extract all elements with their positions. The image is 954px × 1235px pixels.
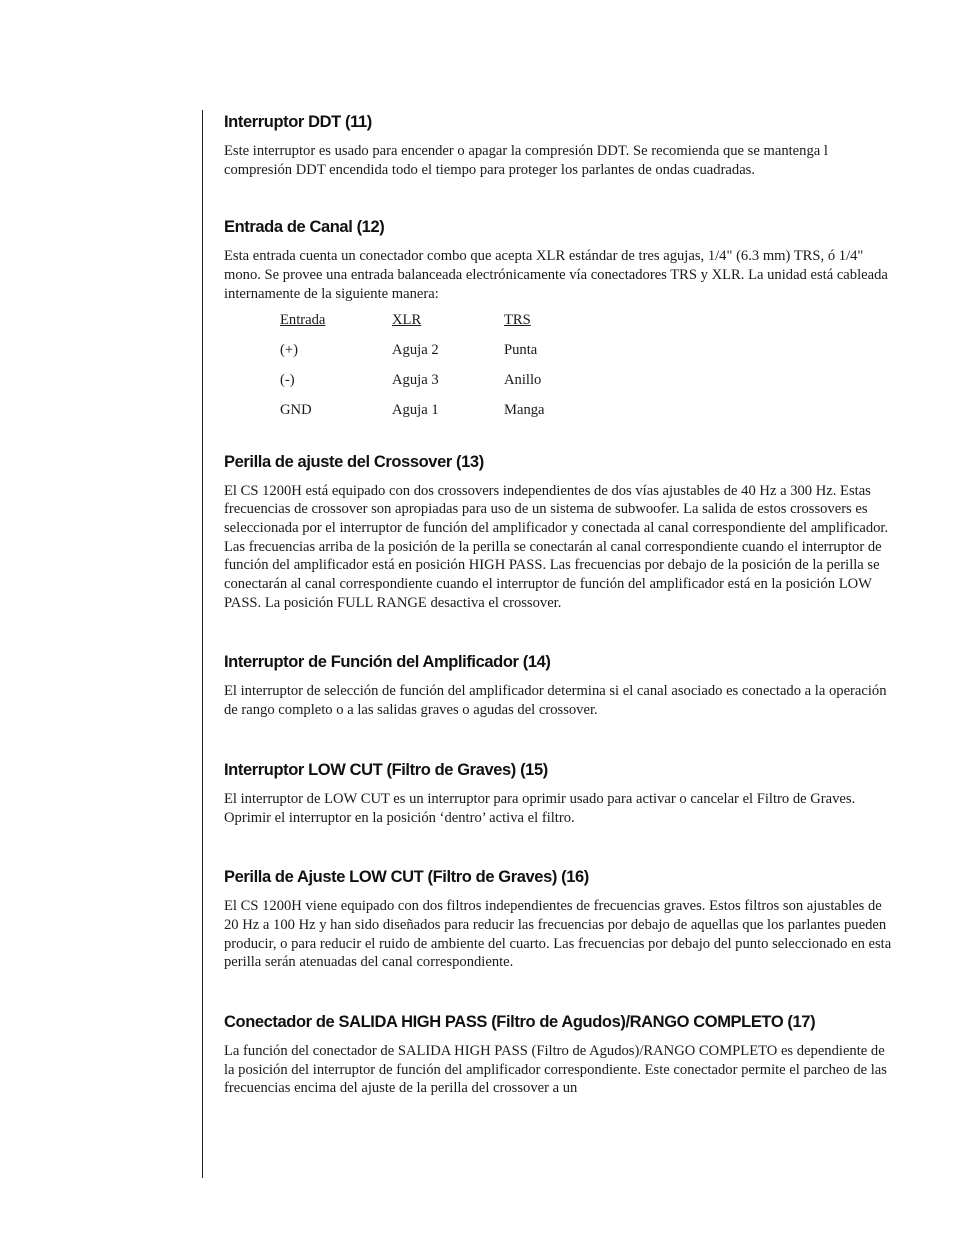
table-cell: Anillo — [504, 371, 542, 388]
table-cell: Aguja 3 — [392, 371, 439, 388]
section-channel-input — [224, 217, 892, 431]
section-low-cut-knob — [224, 867, 892, 972]
table-row — [280, 402, 624, 432]
section-low-cut-switch — [224, 760, 892, 827]
table-header-row — [280, 312, 624, 342]
table-cell: Aguja 1 — [392, 401, 439, 418]
table-cell: Manga — [504, 401, 545, 418]
section-paragraph: El CS 1200H viene equipado con dos filtros independientes de frecuencias graves. Estos filtros son ajustables de 20 Hz a 100 Hz y han sido diseñados para reducir las frecuencias por debajo de aquellas que los parlantes pueden producir, o para reducir el ruido de ambiente del cuarto. Las frecuencias por debajo del punto seleccionado en esta perilla serán atenuadas del canal correspondiente. — [224, 898, 892, 971]
section-amp-function-switch — [224, 652, 892, 719]
table-cell: GND — [280, 401, 312, 418]
page-content — [224, 112, 892, 1098]
table-header: Entrada — [280, 311, 326, 328]
section-heading: Interruptor LOW CUT (Filtro de Graves) (15) — [224, 760, 548, 779]
section-heading: Perilla de ajuste del Crossover (13) — [224, 452, 484, 471]
section-heading: Interruptor DDT (11) — [224, 113, 372, 131]
table-cell: (+) — [280, 341, 298, 358]
table-header: XLR — [392, 311, 422, 328]
section-paragraph: El interruptor de selección de función del amplificador determina si el canal asociado es conectado a la operación de rango completo o a las salidas graves o agudas del crossover. — [224, 683, 887, 719]
table-cell: Aguja 2 — [392, 341, 439, 358]
table-row — [280, 342, 624, 372]
section-paragraph: La función del conectador de SALIDA HIGH PASS (Filtro de Agudos)/RANGO COMPLETO es dependiente de la posición del interruptor de función del amplificador correspondiente. Este conectador permite el parcheo de las frecuencias encima del ajuste de la perilla del crossover a un — [224, 1043, 887, 1097]
section-paragraph: Este interruptor es usado para encender o apagar la compresión DDT. Se recomienda que se mantenga l compresión DDT encendida todo el tiempo para proteger los parlantes de ondas cuadradas. — [224, 143, 828, 178]
section-paragraph: Esta entrada cuenta un conectador combo que acepta XLR estándar de tres agujas, 1/4" (6.3 mm) TRS, ó 1/4" mono. Se provee una entrada balanceada electrónicamente vía conectadores TRS y XLR. La unidad está cableada internamente de la siguiente manera: — [224, 248, 888, 302]
margin-rule — [202, 110, 203, 1178]
section-heading: Conectador de SALIDA HIGH PASS (Filtro de Agudos)/RANGO COMPLETO (17) — [224, 1013, 816, 1032]
table-header: TRS — [504, 311, 531, 328]
section-heading: Interruptor de Función del Amplificador (14) — [224, 653, 551, 672]
table-cell: Punta — [504, 341, 538, 358]
section-heading: Entrada de Canal (12) — [224, 218, 385, 237]
table-cell: (-) — [280, 371, 295, 388]
section-paragraph: El CS 1200H está equipado con dos crossovers independientes de dos vías ajustables de 40 Hz a 300 Hz. Estas frecuencias de crossover son apropiadas para uso de un sistema de subwoofer. La salida de estos crossovers es seleccionada por el interruptor de función del amplificador y conectada al canal correspondiente del amplificador. Las frecuencias arriba de la posición de la perilla se conectarán al canal correspondiente cuando el interruptor de función del amplificador está en posición HIGH PASS. Las frecuencias por debajo de la posición de la perilla se conectarán al canal correspondiente cuando el interruptor de función del amplificador está en la posición LOW PASS. La posición FULL RANGE desactiva el crossover. — [224, 482, 889, 611]
section-high-pass-output — [224, 1012, 892, 1098]
section-paragraph: El interruptor de LOW CUT es un interruptor para oprimir usado para activar o cancelar el Filtro de Graves. Oprimir el interruptor en la posición ‘dentro’ activa el filtro. — [224, 790, 856, 826]
section-crossover-knob — [224, 452, 892, 613]
pinout-table — [280, 312, 624, 432]
section-ddt-switch — [224, 112, 892, 179]
section-heading: Perilla de Ajuste LOW CUT (Filtro de Graves) (16) — [224, 868, 589, 887]
table-row — [280, 372, 624, 402]
